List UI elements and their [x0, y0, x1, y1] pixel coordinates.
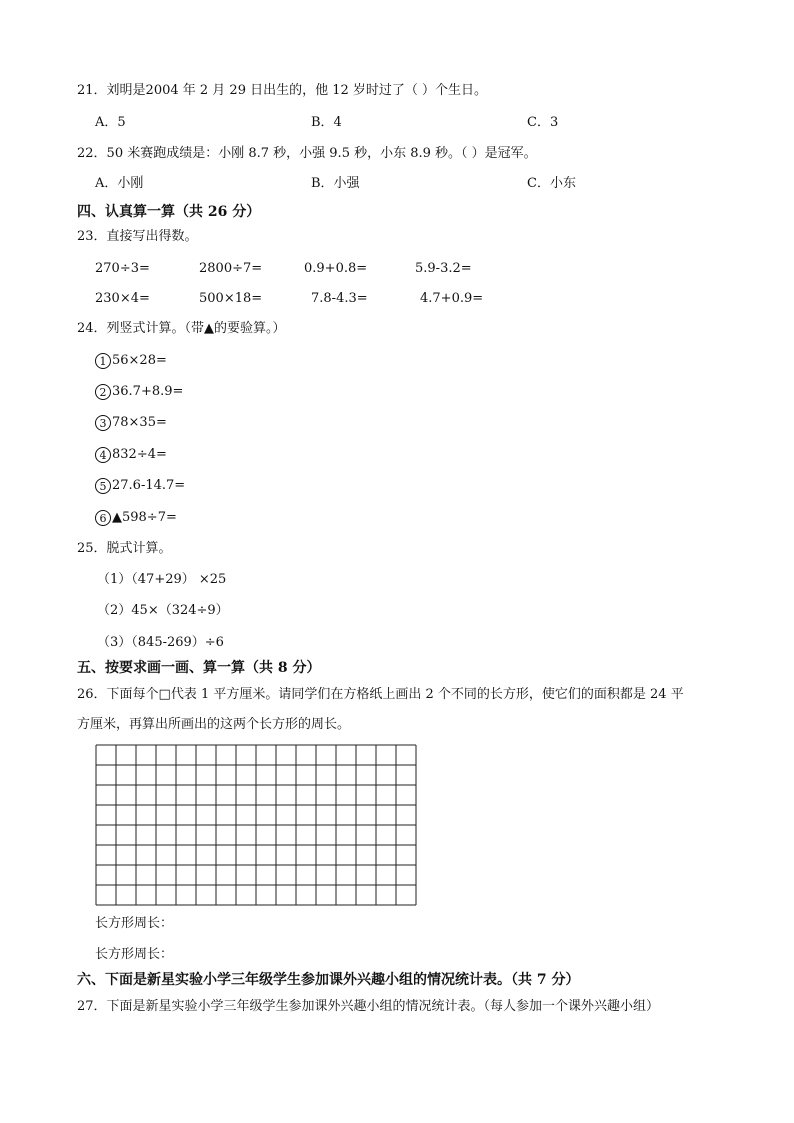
section-6-title: 六、下面是新星实验小学三年级学生参加课外兴趣小组的情况统计表。（共 7 分）	[77, 972, 580, 988]
q24-item	[95, 414, 167, 432]
section-5-title: 五、按要求画一画、算一算（共 8 分）	[77, 660, 321, 676]
perimeter-label-1: 长方形周长：	[95, 916, 174, 931]
question-27-text: 27．下面是新星实验小学三年级学生参加课外兴趣小组的情况统计表。（每人参加一个课外兴趣小组）	[77, 999, 660, 1014]
q25-item: （3）（845-269）÷6	[97, 635, 224, 650]
q24-item	[95, 446, 167, 464]
q23-item: 230×4=	[95, 291, 150, 306]
q23-item: 2800÷7=	[199, 261, 263, 276]
q21-option-c: C．3	[527, 115, 559, 130]
q23-item: 270÷3=	[95, 261, 150, 276]
q22-option-a: A．小刚	[95, 176, 144, 191]
q24-expression: 832÷4=	[112, 447, 167, 462]
perimeter-label-2: 长方形周长：	[95, 947, 174, 962]
q25-item: （2）45×（324÷9）	[97, 603, 229, 618]
circled-number: 3	[95, 415, 111, 431]
q24-item	[95, 477, 185, 495]
question-26-text-line1: 26．下面每个□代表 1 平方厘米。请同学们在方格纸上画出 2 个不同的长方形，使它们的面积都是 24 平	[77, 687, 684, 702]
q23-item: 5.9-3.2=	[415, 261, 472, 276]
circled-number: 6	[95, 510, 111, 526]
question-24-text: 24．列竖式计算。（带▲的要验算。）	[77, 321, 286, 336]
q21-option-b: B．4	[311, 115, 342, 130]
circled-number: 4	[95, 447, 111, 463]
q24-expression: 78×35=	[112, 415, 167, 430]
q21-option-a: A．5	[95, 115, 126, 130]
circled-number: 2	[95, 384, 111, 400]
circled-number: 1	[95, 353, 111, 369]
square-grid-paper[interactable]	[95, 744, 419, 907]
q24-item	[95, 509, 177, 527]
q24-expression: 27.6-14.7=	[112, 478, 186, 493]
q24-expression: 36.7+8.9=	[112, 384, 184, 399]
q24-expression: 56×28=	[112, 353, 167, 368]
q23-item: 4.7+0.9=	[420, 291, 484, 306]
question-23-text: 23．直接写出得数。	[77, 229, 198, 244]
q24-item	[95, 383, 183, 401]
question-21-text: 21．刘明是2004 年 2 月 29 日出生的，他 12 岁时过了（ ）个生日。	[77, 83, 488, 98]
question-25-text: 25．脱式计算。	[77, 541, 172, 556]
q23-item: 7.8-4.3=	[311, 291, 368, 306]
section-4-title: 四、认真算一算（共 26 分）	[77, 204, 261, 220]
q23-item: 0.9+0.8=	[304, 261, 368, 276]
circled-number: 5	[95, 478, 111, 494]
q24-item	[95, 352, 167, 370]
q22-option-b: B．小强	[311, 176, 360, 191]
question-26-text-line2: 方厘米，再算出所画出的这两个长方形的周长。	[77, 717, 351, 732]
q25-item: （1）（47+29） ×25	[97, 572, 227, 587]
q24-expression: ▲598÷7=	[112, 510, 177, 525]
q23-item: 500×18=	[199, 291, 263, 306]
question-22-text: 22．50 米赛跑成绩是：小刚 8.7 秒，小强 9.5 秒，小东 8.9 秒。（ ）是冠军。	[77, 146, 537, 161]
q22-option-c: C．小东	[527, 176, 576, 191]
